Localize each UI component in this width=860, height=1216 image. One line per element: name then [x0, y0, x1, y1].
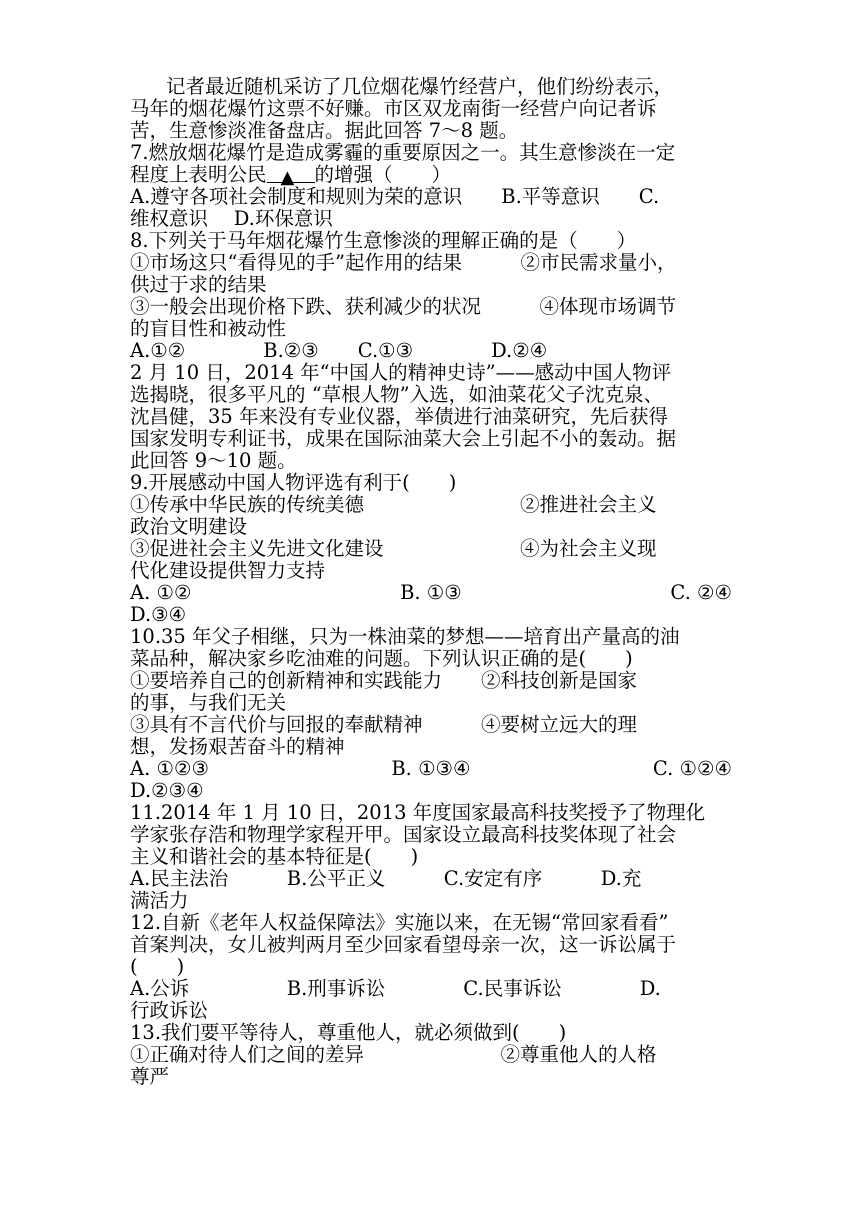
question-7-stem-line-2 [130, 164, 732, 186]
question-10-options [130, 758, 732, 780]
question-10-statement-2: ③具有不言代价与回报的奉献精神 ④要树立远大的理 [130, 713, 638, 736]
question-8-statement-1: ①市场这只“看得见的手”起作用的结果 ②市民需求量小， [130, 251, 677, 274]
question-10-statement-1-cont: 的事，与我们无关 [130, 691, 287, 714]
option-a: A. ①②③ [130, 757, 209, 780]
triangle-icon: ▲ [280, 167, 295, 188]
question-7-options-line-2: 维权意识 D.环保意识 [130, 207, 333, 230]
option-d: D.②③④ [130, 779, 204, 802]
question-8-stem: 8.下列关于马年烟花爆竹生意惨淡的理解正确的是（ ） [130, 229, 637, 252]
question-9-statement-2: ③促进社会主义先进文化建设 ④为社会主义现 [130, 537, 657, 560]
question-9-options [130, 582, 732, 604]
intro-paragraph-1-line-2: 马年的烟花爆竹这票不好赚。市区双龙南街一经营户向记者诉 [130, 97, 657, 120]
question-8-options: A.①② B.②③ C.①③ D.②④ [130, 339, 548, 362]
intro-paragraph-2-line-2: 选揭晓，很多平凡的 “草根人物”入选，如油菜花父子沈克泉、 [130, 383, 664, 406]
question-7-stem-part: 程度上表明公民 [130, 163, 267, 186]
document-page [130, 76, 732, 1088]
question-12-stem: 12.自新《老年人权益保障法》实施以来，在无锡“常回家看看” [130, 911, 669, 934]
intro-paragraph-2-line-3: 沈昌健，35 年来没有专业仪器，举债进行油菜研究，先后获得 [130, 405, 669, 428]
question-7-options: A.遵守各项社会制度和规则为荣的意识 B.平等意识 C. [130, 185, 660, 208]
question-12-options-line-2: 行政诉讼 [130, 999, 209, 1022]
question-11-stem: 11.2014 年 1 月 10 日，2013 年度国家最高科技奖授予了物理化 [130, 801, 706, 824]
question-12-stem-line-3: ( ) [130, 955, 185, 978]
intro-paragraph-2-line-1: 2 月 10 日，2014 年“中国人的精神史诗”——感动中国人物评 [130, 361, 672, 384]
intro-paragraph-1-line-1: 记者最近随机采访了几位烟花爆竹经营户，他们纷纷表示， [166, 75, 674, 98]
question-9-statement-1: ①传承中华民族的传统美德 ②推进社会主义 [130, 493, 657, 516]
option-a: A. ①② [130, 581, 192, 604]
question-11-options: A.民主法治 B.公平正义 C.安定有序 D.充 [130, 867, 642, 890]
option-c: C. ②④ [670, 581, 732, 604]
intro-paragraph-2-line-5: 此回答 9～10 题。 [130, 449, 297, 472]
option-b: B. ①③ [400, 581, 462, 604]
question-11-stem-line-2: 学家张存浩和物理学家程开甲。国家设立最高科技奖体现了社会 [130, 823, 677, 846]
question-10-stem: 10.35 年父子相继，只为一株油菜的梦想——培育出产量高的油 [130, 625, 680, 648]
question-12-options: A.公诉 B.刑事诉讼 C.民事诉讼 D. [130, 977, 661, 1000]
question-10-statement-1: ①要培养自己的创新精神和实践能力 ②科技创新是国家 [130, 669, 638, 692]
question-7-stem: 7.燃放烟花爆竹是造成雾霾的重要原因之一。其生意惨淡在一定 [130, 141, 676, 164]
question-9-statement-2-cont: 代化建设提供智力支持 [130, 559, 326, 582]
intro-paragraph-2-line-4: 国家发明专利证书，成果在国际油菜大会上引起不小的轰动。据 [130, 427, 677, 450]
question-12-stem-line-2: 首案判决，女儿被判两月至少回家看望母亲一次，这一诉讼属于 [130, 933, 677, 956]
question-9-statement-1-cont: 政治文明建设 [130, 515, 248, 538]
question-13-statement-1: ①正确对待人们之间的差异 ②尊重他人的人格 [130, 1043, 657, 1066]
option-d: D.③④ [130, 603, 187, 626]
question-8-statement-2-cont: 的盲目性和被动性 [130, 317, 287, 340]
question-13-stem: 13.我们要平等待人，尊重他人，就必须做到( ) [130, 1021, 567, 1044]
option-c: C. ①②④ [652, 757, 732, 780]
question-9-stem: 9.开展感动中国人物评选有利于( ) [130, 471, 457, 494]
option-b: B. ①③④ [391, 757, 471, 780]
question-11-options-line-2: 满活力 [130, 889, 189, 912]
question-10-statement-2-cont: 想，发扬艰苦奋斗的精神 [130, 735, 345, 758]
question-13-statement-1-cont: 尊严 [130, 1065, 170, 1088]
question-10-stem-line-2: 菜品种，解决家乡吃油难的问题。下列认识正确的是( ) [130, 647, 633, 670]
question-8-statement-1-cont: 供过于求的结果 [130, 273, 267, 296]
question-7-stem-part-2: 的增强（ ） [314, 163, 452, 186]
question-8-statement-2: ③一般会出现价格下跌、获利减少的状况 ④体现市场调节 [130, 295, 677, 318]
question-11-stem-line-3: 主义和谐社会的基本特征是( ) [130, 845, 419, 868]
intro-paragraph-1-line-3: 苦，生意惨淡准备盘店。据此回答 7～8 题。 [130, 119, 519, 142]
answer-blank [267, 166, 315, 188]
